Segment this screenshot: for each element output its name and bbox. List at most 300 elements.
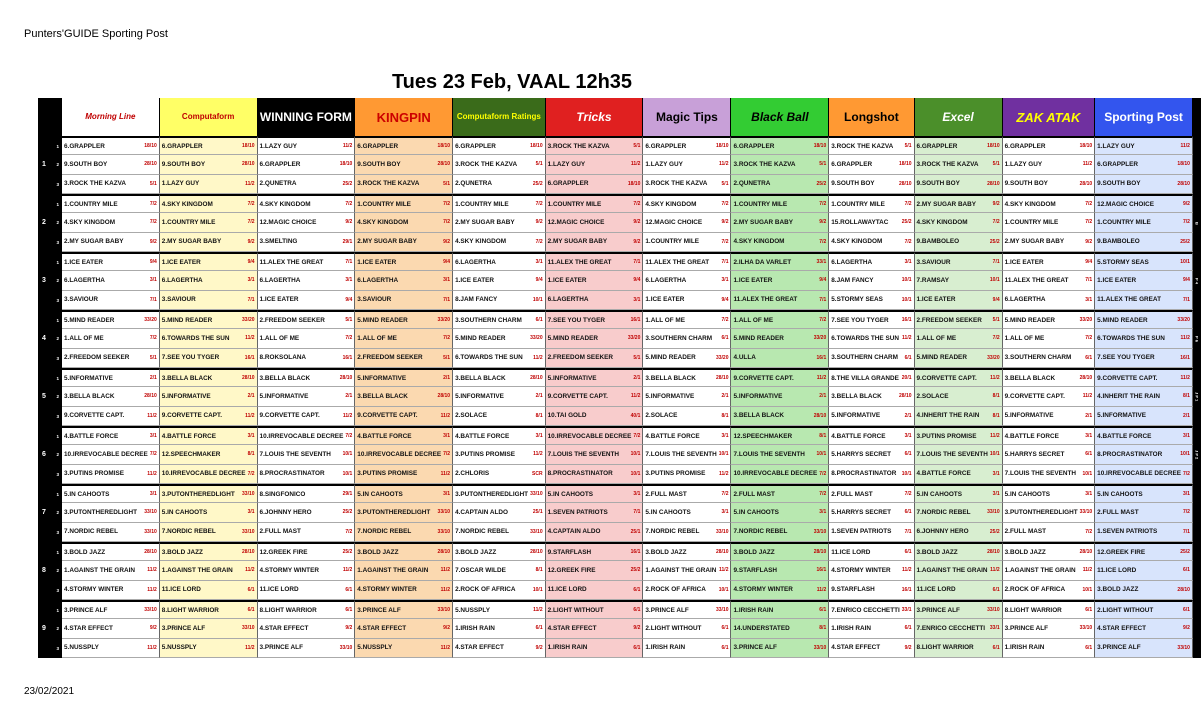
odds: 11/2 (147, 412, 157, 419)
horse-name: 6.GRAPPLER (357, 142, 399, 150)
horse-name: 15.ROLLAWAYTAC (831, 218, 889, 226)
tip-cell (160, 349, 258, 368)
odds: 33/10 (144, 528, 157, 535)
column-header-magic_tips: Magic Tips (643, 98, 731, 136)
tip-cell (453, 445, 546, 464)
tip-cell (829, 387, 914, 406)
odds: 11/2 (902, 567, 912, 574)
odds: 11/2 (902, 335, 912, 342)
selection-position: 2 (56, 278, 59, 284)
tip-cell (915, 407, 1003, 426)
odds: 9/2 (535, 644, 543, 651)
column-header-sporting_post: Sporting Post (1095, 98, 1193, 136)
tip-cell (546, 503, 644, 522)
odds: 11/2 (719, 161, 729, 168)
horse-name: 3.ROCK THE KAZVA (831, 142, 894, 150)
odds: 11/2 (1082, 393, 1093, 400)
tip-cell (1095, 523, 1193, 542)
odds: 2/1 (345, 393, 353, 400)
odds: 28/10 (437, 161, 451, 168)
odds: 6/1 (633, 607, 641, 614)
horse-name: 7.NORDIC REBEL (733, 528, 788, 536)
tip-cell (829, 619, 914, 638)
tip-cell (915, 619, 1003, 638)
tip-cell (546, 445, 644, 464)
horse-name: 9.SOUTH BOY (357, 160, 401, 168)
odds: 5/1 (443, 180, 451, 187)
tip-cell (731, 271, 829, 290)
odds: 3/1 (721, 277, 729, 284)
odds: 6/1 (819, 607, 827, 614)
odds: 16/1 (816, 354, 827, 361)
tip-cell (829, 213, 914, 232)
odds: 7/2 (819, 201, 827, 208)
odds: 7/2 (633, 201, 641, 208)
odds: 28/10 (1079, 549, 1093, 556)
odds: 10/1 (718, 451, 729, 458)
tip-cell (453, 252, 546, 271)
horse-name: 6.GRAPPLER (645, 142, 687, 150)
tip-cell (546, 155, 644, 174)
horse-name: 2.FULL MAST (1004, 528, 1047, 536)
tip-cell (62, 523, 160, 542)
tip-cell (258, 484, 356, 503)
odds: 9/2 (904, 644, 912, 651)
horse-name: 1.ALL OF ME (733, 316, 774, 324)
horse-name: 3.BOLD JAZZ (916, 548, 958, 556)
tip-cell (62, 465, 160, 484)
race-number-label: 6 (42, 451, 46, 459)
race-number-label: 2 (42, 219, 46, 227)
selection-position: 3 (56, 645, 59, 651)
horse-name: 2.QUNETRA (259, 180, 297, 188)
odds: 9/2 (345, 625, 353, 632)
horse-name: 2.FREEDOM SEEKER (64, 354, 130, 362)
tip-cell (915, 194, 1003, 213)
horse-name: 6.GRAPPLER (1004, 142, 1046, 150)
horse-name: 1.LAZY GUY (1004, 160, 1043, 168)
horse-name: 5.INFORMATIVE (1097, 412, 1147, 420)
race-number (38, 368, 62, 387)
horse-name: 1.ALL OF ME (645, 316, 686, 324)
horse-name: 1.IRISH RAIN (733, 606, 774, 614)
tip-cell (1095, 252, 1193, 271)
tip-cell (1003, 329, 1096, 348)
tip-cell (160, 445, 258, 464)
horse-name: 6.LAGERTHA (645, 276, 687, 284)
odds: 3/1 (443, 433, 451, 440)
tip-cell (731, 291, 829, 310)
horse-name: 1.ICE EATER (733, 276, 773, 284)
tip-cell (355, 600, 453, 619)
odds: 6/1 (904, 549, 912, 556)
horse-name: 3.ROCK THE KAZVA (455, 160, 518, 168)
tip-cell (829, 407, 914, 426)
odds: 33/10 (530, 528, 543, 535)
horse-name: 6.LAGERTHA (455, 258, 496, 266)
odds: 18/10 (715, 143, 729, 150)
tip-cell (915, 600, 1003, 619)
horse-name: 4.STORMY WINTER (357, 586, 417, 594)
odds: 6/1 (247, 586, 255, 593)
odds: 25/2 (532, 180, 543, 187)
tip-cell (258, 136, 356, 155)
horse-name: 3.PRINCE ALF (645, 606, 689, 614)
tip-cell (829, 194, 914, 213)
horse-name: 5.MIND READER (916, 354, 967, 362)
tip-cell (355, 155, 453, 174)
horse-name: 5.IN CAHOOTS (161, 508, 208, 516)
odds: 7/2 (345, 335, 353, 342)
column-header-kingpin: KINGPIN (355, 98, 453, 136)
tip-cell (160, 542, 258, 561)
tip-cell (258, 175, 356, 194)
tip-cell (355, 619, 453, 638)
tip-cell (546, 136, 644, 155)
horse-name: 3.PUTINS PROMISE (357, 470, 418, 478)
tip-cell (643, 329, 731, 348)
horse-name: 7.OSCAR WILDE (455, 566, 506, 574)
tip-cell (643, 175, 731, 194)
horse-name: 2.LIGHT WITHOUT (1097, 606, 1154, 614)
odds: 11/2 (440, 412, 451, 419)
odds: 5/1 (992, 317, 1000, 324)
horse-name: 7.NORDIC REBEL (161, 528, 216, 536)
race-number (38, 291, 62, 310)
side-marker (1193, 503, 1201, 522)
odds: 25/2 (901, 219, 912, 226)
horse-name: 6.TOWARDS THE SUN (1097, 334, 1165, 342)
tip-cell (355, 291, 453, 310)
tip-cell (829, 252, 914, 271)
tip-cell (355, 407, 453, 426)
tip-cell (915, 368, 1003, 387)
tip-cell (355, 310, 453, 329)
tip-cell (731, 465, 829, 484)
side-marker (1193, 484, 1201, 503)
tip-cell (258, 329, 356, 348)
odds: 33/20 (1177, 317, 1190, 324)
tip-cell (829, 561, 914, 580)
horse-name: 1.ICE EATER (1004, 258, 1044, 266)
horse-name: 3.PRINCE ALF (161, 624, 206, 632)
tip-cell (355, 465, 453, 484)
odds: 3/1 (535, 433, 543, 440)
odds: 5/1 (633, 143, 641, 150)
odds: 7/2 (1085, 201, 1093, 208)
horse-name: 2.FULL MAST (259, 528, 301, 536)
tip-cell (62, 155, 160, 174)
horse-name: 5.INFORMATIVE (645, 392, 695, 400)
tip-cell (355, 175, 453, 194)
tip-cell (453, 291, 546, 310)
odds: 8/1 (721, 412, 729, 419)
tip-cell (546, 619, 644, 638)
horse-name: 1.COUNTRY MILE (733, 200, 788, 208)
tip-cell (643, 639, 731, 658)
horse-name: 1.ALL OF ME (916, 334, 957, 342)
odds: 28/10 (144, 549, 157, 556)
horse-name: 8.LIGHT WARRIOR (161, 606, 219, 614)
odds: 7/1 (443, 296, 451, 303)
tip-cell (915, 387, 1003, 406)
horse-name: 4.BATTLE FORCE (831, 432, 886, 440)
odds: 9/4 (1182, 277, 1190, 284)
odds: 33/20 (987, 354, 1000, 361)
horse-name: 3.BOLD JAZZ (645, 548, 687, 556)
horse-name: 10.IRREVOCABLE DECREE (357, 450, 442, 458)
tip-cell (62, 310, 160, 329)
tip-cell (160, 368, 258, 387)
tip-cell (62, 136, 160, 155)
horse-name: 2.QUNETRA (733, 180, 771, 188)
tip-cell (160, 387, 258, 406)
odds: 25/1 (532, 509, 543, 516)
odds: 5/1 (443, 354, 451, 361)
odds: 28/10 (437, 549, 451, 556)
horse-name: 5.MIND READER (733, 334, 784, 342)
odds: 7/2 (992, 219, 1000, 226)
odds: 9/4 (819, 277, 827, 284)
horse-name: 2.LIGHT WITHOUT (547, 606, 604, 614)
horse-name: 1.ICE EATER (455, 276, 495, 284)
side-marker: B (1193, 213, 1201, 232)
selection-position: 1 (56, 434, 59, 440)
horse-name: 7.NORDIC REBEL (916, 508, 971, 516)
odds: 33/1 (816, 259, 827, 266)
side-marker (1193, 407, 1201, 426)
odds: 7/2 (904, 238, 912, 245)
tip-cell (62, 194, 160, 213)
odds: 25/2 (1180, 238, 1190, 245)
horse-name: 7.ENRICO CECCHETTI (916, 624, 986, 632)
tip-cell (355, 349, 453, 368)
horse-name: 5.HARRYS SECRET (831, 508, 892, 516)
horse-name: 2.FREEDOM SEEKER (259, 316, 325, 324)
horse-name: 10.IRREVOCABLE DECREE (64, 450, 148, 458)
odds: 3/1 (1182, 433, 1190, 440)
race-number (38, 426, 62, 445)
odds: 20/1 (901, 375, 912, 382)
odds: 25/2 (342, 180, 353, 187)
odds: 33/10 (715, 607, 729, 614)
odds: 11/2 (990, 433, 1000, 440)
horse-name: 5.MIND READER (64, 316, 115, 324)
odds: SCR (532, 470, 543, 477)
tip-cell (160, 136, 258, 155)
horse-name: 6.GRAPPLER (1097, 160, 1139, 168)
odds: 11/2 (533, 451, 543, 458)
odds: 18/10 (987, 143, 1000, 150)
odds: 9/4 (149, 259, 157, 266)
race-number (38, 310, 62, 329)
selection-position: 2 (56, 626, 59, 632)
odds: 8/1 (819, 625, 827, 632)
horse-name: 12.MAGIC CHOICE (1097, 200, 1154, 208)
tip-cell (62, 639, 160, 658)
horse-name: 9.SOUTH BOY (161, 160, 206, 168)
odds: 6/1 (992, 586, 1000, 593)
odds: 3/1 (247, 277, 255, 284)
odds: 9/2 (721, 219, 729, 226)
tip-cell (160, 581, 258, 600)
tip-cell (1003, 368, 1096, 387)
tip-cell (355, 194, 453, 213)
horse-name: 9.CORVETTE CAPT. (733, 374, 794, 382)
selection-position: 1 (56, 260, 59, 266)
horse-name: 4.STORMY WINTER (64, 586, 124, 594)
horse-name: 1.LAZY GUY (161, 180, 200, 188)
odds: 33/20 (144, 317, 157, 324)
tip-cell (62, 484, 160, 503)
tip-cell (160, 619, 258, 638)
horse-name: 3.BOLD JAZZ (1097, 586, 1139, 594)
horse-name: 7.LOUIS THE SEVENTH (1004, 470, 1076, 478)
tip-cell (731, 503, 829, 522)
tip-cell (355, 561, 453, 580)
tip-cell (258, 233, 356, 252)
side-marker (1193, 581, 1201, 600)
tip-cell (1003, 194, 1096, 213)
horse-name: 2.FREEDOM SEEKER (357, 354, 423, 362)
odds: 3/1 (149, 491, 157, 498)
tip-cell (643, 387, 731, 406)
tip-cell (829, 503, 914, 522)
horse-name: 5.INFORMATIVE (547, 374, 597, 382)
tip-cell (731, 445, 829, 464)
odds: 28/10 (437, 393, 451, 400)
odds: 11/2 (719, 567, 729, 574)
horse-name: 7.LOUIS THE SEVENTH (733, 450, 805, 458)
tip-cell (453, 349, 546, 368)
race-number (38, 600, 62, 619)
horse-name: 8.JAM FANCY (831, 276, 874, 284)
tip-cell (355, 503, 453, 522)
tip-cell (355, 213, 453, 232)
horse-name: 3.PUTINS PROMISE (64, 470, 125, 478)
odds: 11/2 (630, 161, 641, 168)
tip-cell (643, 155, 731, 174)
horse-name: 4.STAR EFFECT (831, 644, 881, 652)
odds: 11/2 (1082, 161, 1093, 168)
tip-cell (258, 194, 356, 213)
tip-cell (160, 426, 258, 445)
tip-cell (453, 271, 546, 290)
horse-name: 5.NUSSPLY (161, 644, 197, 652)
selection-position: 2 (56, 220, 59, 226)
odds: 3/1 (1085, 491, 1093, 498)
odds: 7/1 (345, 259, 353, 266)
odds: 3/1 (904, 259, 912, 266)
tip-cell (355, 426, 453, 445)
side-marker (1193, 523, 1201, 542)
horse-name: 2.MY SUGAR BABY (357, 238, 417, 246)
odds: 3/1 (247, 509, 255, 516)
odds: 33/10 (242, 491, 255, 498)
tip-cell (355, 271, 453, 290)
tip-cell (731, 329, 829, 348)
tip-cell (829, 329, 914, 348)
odds: 7/2 (443, 335, 451, 342)
odds: 11/2 (1180, 375, 1190, 382)
horse-name: 1.SEVEN PATRIOTS (547, 508, 608, 516)
horse-name: 2.FULL MAST (1097, 508, 1139, 516)
horse-name: 8.ROKSOLANA (259, 354, 307, 362)
horse-name: 5.MIND READER (161, 316, 213, 324)
horse-name: 4.BATTLE FORCE (916, 470, 971, 478)
horse-name: 1.AGAINST THE GRAIN (357, 566, 429, 574)
horse-name: 5.INFORMATIVE (455, 392, 504, 400)
horse-name: 5.NUSSPLY (455, 606, 490, 614)
horse-name: 9.BAMBOLEO (1097, 238, 1140, 246)
odds: 3/1 (1085, 433, 1093, 440)
odds: 11/2 (1180, 143, 1190, 150)
odds: 2/1 (1182, 412, 1190, 419)
tip-cell (643, 407, 731, 426)
horse-name: 3.PUTONTHEREDLIGHT (161, 490, 235, 498)
odds: 6/1 (1085, 607, 1093, 614)
horse-name: 9.CORVETTE CAPT. (1004, 392, 1065, 400)
horse-name: 11.ICE LORD (259, 586, 299, 594)
tip-cell (1095, 310, 1193, 329)
tip-cell (160, 155, 258, 174)
tip-cell (731, 619, 829, 638)
odds: 6/1 (1085, 451, 1093, 458)
tip-cell (355, 329, 453, 348)
horse-name: 11.ALEX THE GREAT (259, 258, 324, 266)
horse-name: 3.BELLA BLACK (645, 374, 696, 382)
tip-cell (453, 561, 546, 580)
odds: 25/2 (989, 238, 1000, 245)
horse-name: 2.FULL MAST (645, 490, 687, 498)
tip-cell (453, 503, 546, 522)
odds: 3/1 (721, 509, 729, 516)
horse-name: 9.SOUTH BOY (1004, 180, 1048, 188)
horse-name: 7.LOUIS THE SEVENTH (916, 450, 988, 458)
odds: 9/4 (247, 259, 255, 266)
horse-name: 1.AGAINST THE GRAIN (916, 566, 988, 574)
horse-name: 5.IN CAHOOTS (916, 490, 962, 498)
column-header-computaform_ratings: Computaform Ratings (453, 98, 546, 136)
tip-cell (1003, 465, 1096, 484)
odds: 7/2 (721, 238, 729, 245)
tip-cell (829, 349, 914, 368)
horse-name: 2.CHLORIS (455, 470, 490, 478)
horse-name: 5.INFORMATIVE (259, 392, 309, 400)
horse-name: 5.STORMY SEAS (1097, 258, 1149, 266)
horse-name: 1.ICE EATER (1097, 276, 1137, 284)
tip-cell (643, 349, 731, 368)
horse-name: 7.SEE YOU TYGER (1097, 354, 1155, 362)
side-marker (1193, 639, 1201, 658)
odds: 18/10 (242, 143, 255, 150)
tip-cell (160, 291, 258, 310)
odds: 28/10 (339, 375, 353, 382)
horse-name: 9.STARFLASH (831, 586, 875, 594)
odds: 3/1 (247, 433, 255, 440)
race-number (38, 252, 62, 271)
tip-cell (731, 387, 829, 406)
tip-cell (731, 175, 829, 194)
odds: 11/2 (1082, 567, 1093, 574)
odds: 9/2 (345, 219, 353, 226)
horse-name: 3.PUTINS PROMISE (455, 450, 516, 458)
odds: 33/20 (1079, 317, 1093, 324)
odds: 18/10 (1079, 143, 1093, 150)
tip-cell (546, 561, 644, 580)
horse-name: 5.INFORMATIVE (64, 374, 113, 382)
horse-name: 2.FULL MAST (733, 490, 775, 498)
